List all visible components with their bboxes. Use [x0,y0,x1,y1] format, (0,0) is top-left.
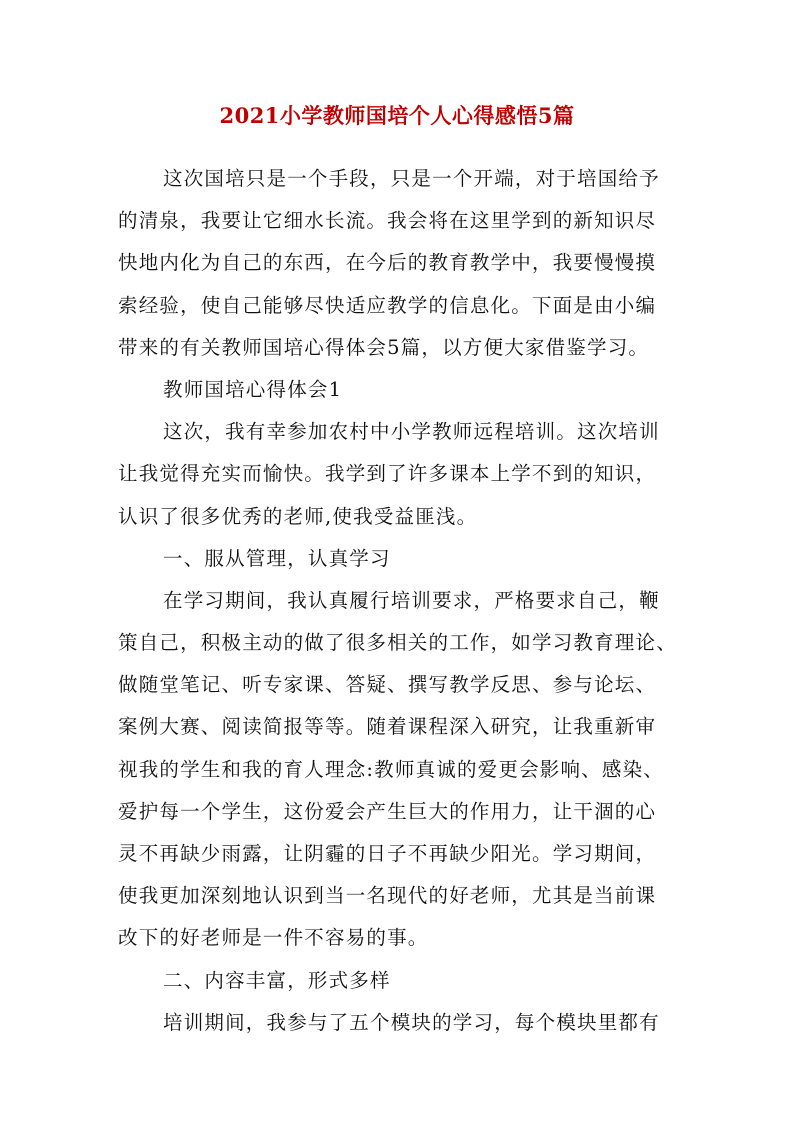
text-line: 带来的有关教师国培心得体会5篇，以方便大家借鉴学习。 [118,335,650,359]
text-line: 策自己，积极主动的做了很多相关的工作，如学习教育理论、 [118,631,677,655]
text-line: 这次，我有幸参加农村中小学教师远程培训。这次培训 [163,420,660,444]
text-line: 视我的学生和我的育人理念:教师真诚的爱更会影响、感染、 [118,757,664,781]
text-line: 让我觉得充实而愉快。我学到了许多课本上学不到的知识， [118,462,657,486]
text-line: 索经验，使自己能够尽快适应教学的信息化。下面是由小编 [118,293,657,317]
text-line: 的清泉，我要让它细水长流。我会将在这里学到的新知识尽 [118,209,657,233]
text-line: 爱护每一个学生，这份爱会产生巨大的作用力，让干涸的心 [118,799,657,823]
section-heading: 二、内容丰富，形式多样 [163,968,391,992]
text-line: 这次国培只是一个手段，只是一个开端，对于培国给予 [163,167,660,190]
section-heading: 一、服从管理，认真学习 [163,546,391,570]
text-line: 使我更加深刻地认识到当一名现代的好老师，尤其是当前课 [118,884,657,908]
text-line: 培训期间，我参与了五个模块的学习，每个模块里都有 [163,1010,660,1034]
text-line: 改下的好老师是一件不容易的事。 [118,926,429,950]
section-heading: 教师国培心得体会1 [163,377,343,401]
text-line: 灵不再缺少雨露，让阴霾的日子不再缺少阳光。学习期间， [118,842,657,865]
text-line: 快地内化为自己的东西，在今后的教育教学中，我要慢慢摸 [118,251,657,275]
text-line: 在学习期间，我认真履行培训要求，严格要求自己，鞭 [163,588,660,612]
document-body [118,158,686,1044]
document-title: 2021小学教师国培个人心得感悟5篇 [219,103,575,128]
text-line: 案例大赛、阅读简报等等。随着课程深入研究，让我重新审 [118,715,657,739]
text-line: 做随堂笔记、听专家课、答疑、撰写教学反思、参与论坛、 [118,673,657,697]
text-line: 认识了很多优秀的老师,使我受益匪浅。 [118,504,478,528]
